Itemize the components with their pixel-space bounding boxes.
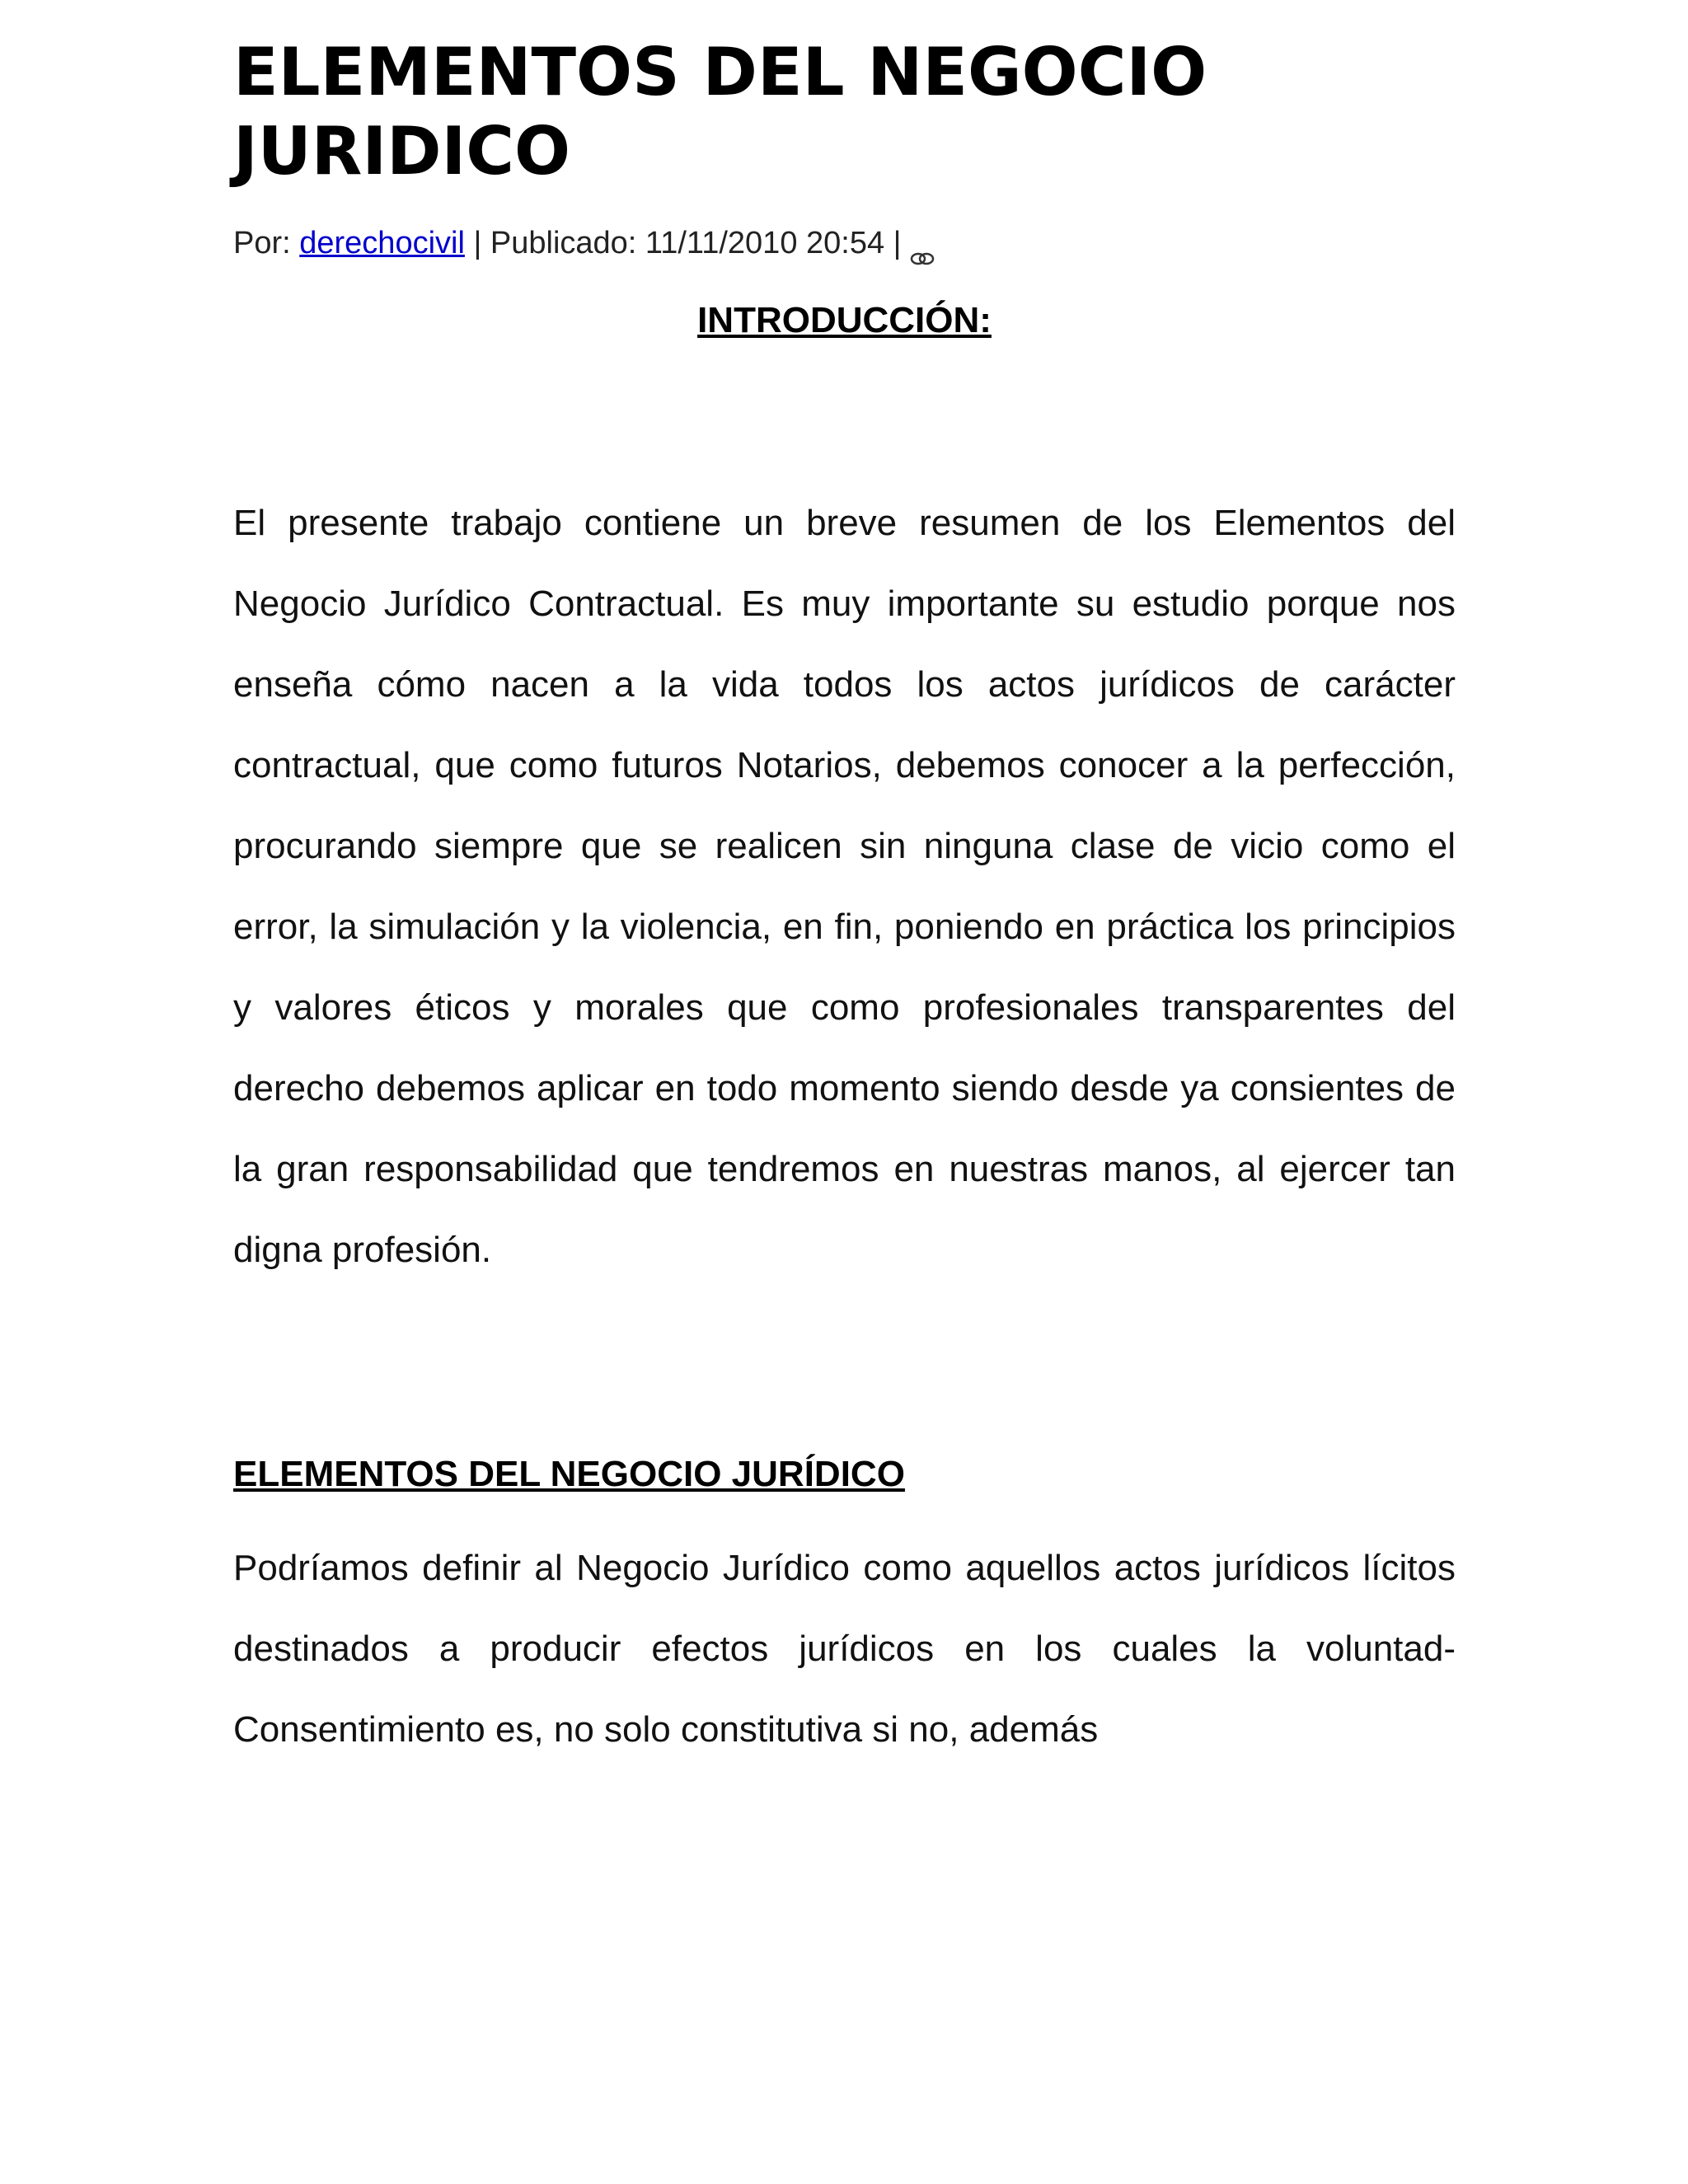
page-title: ELEMENTOS DEL NEGOCIO JURIDICO — [233, 34, 1207, 190]
intro-paragraph: El presente trabajo contiene un breve resumen de los Elementos del Negocio Jurídico Contractual. Es muy importante su estudio porque nos enseña cómo nacen a la vida todos los actos jurídicos de carácter contractual, que como futuros Notarios, debemos conocer a la perfección, procurando siempre que se realicen sin ninguna clase de vicio como el error, la simulación y la violencia, en fin, poniendo en práctica los principios y valores éticos y morales que como profesionales transparentes del derecho debemos aplicar en todo momento siendo desde ya consientes de la gran responsabilidad que tendremos en nuestras manos, al ejercer tan digna profesión. — [233, 503, 1456, 1270]
elements-paragraph: Podríamos definir al Negocio Jurídico como aquellos actos jurídicos lícitos destinados a producir efectos jurídicos en los cuales la voluntad-Consentimiento es, no solo constitutiva si no, además — [233, 1548, 1456, 1750]
byline — [233, 223, 1456, 264]
author-link[interactable]: derechocivil — [299, 226, 465, 260]
section-heading-introduccion: INTRODUCCIÓN: — [697, 300, 992, 340]
byline-prefix: Por: — [233, 226, 300, 260]
section-heading-elementos: ELEMENTOS DEL NEGOCIO JURÍDICO — [233, 1454, 905, 1494]
link-icon[interactable] — [910, 237, 935, 253]
byline-published: | Publicado: 11/11/2010 20:54 | — [464, 226, 911, 260]
document-page — [233, 33, 1456, 1770]
